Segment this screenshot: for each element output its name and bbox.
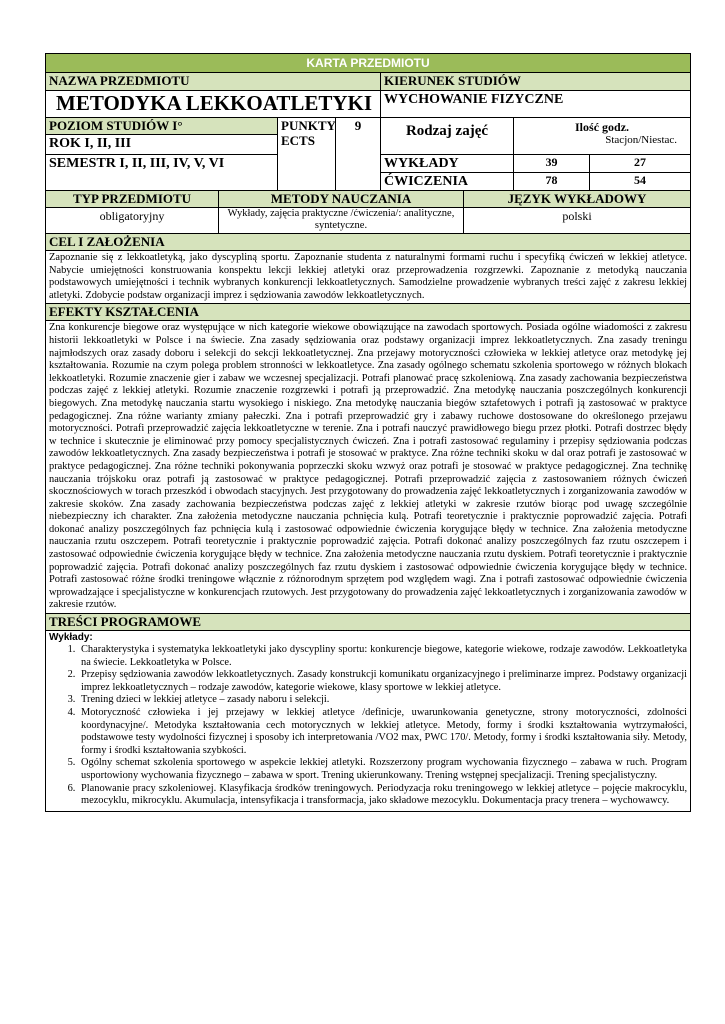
- card-banner: KARTA PRZEDMIOTU: [46, 54, 691, 73]
- study-level-label: POZIOM STUDIÓW I°: [46, 118, 278, 135]
- list-item: 3. Trening dzieci w lekkiej atletyce – zasady naboru i selekcji.: [78, 694, 687, 707]
- hours-label: Ilość godz.: [575, 120, 630, 134]
- lectures-list: [49, 644, 687, 808]
- semesters: SEMESTR I, II, III, IV, V, VI: [46, 155, 278, 191]
- subject-type: obligatoryjny: [46, 208, 219, 234]
- field-of-study: WYCHOWANIE FIZYCZNE: [381, 91, 691, 118]
- hours-sub-label: Stacjon/Niestac.: [605, 134, 678, 146]
- subject-name-label: NAZWA PRZEDMIOTU: [46, 73, 381, 91]
- teaching-methods-label: METODY NAUCZANIA: [219, 191, 464, 208]
- subject-name: METODYKA LEKKOATLETYKI: [46, 91, 381, 118]
- lectures-hours-stationary: 39: [514, 155, 590, 173]
- list-item: 6. Planowanie pracy szkoleniowej. Klasyfikacja środków treningowych. Periodyzacja roku treningowego w lekkiej atletyce – pojęcie makrocyklu, mezocyklu, mikrocyklu. Akumulacja, intensyfikacja i transformacja, jako składowe mezocyklu. Dokumentacja pracy trenera – wychowawcy.: [78, 783, 687, 808]
- ects-label: PUNKTY ECTS: [278, 118, 336, 191]
- goals-title: CEL I ZAŁOŻENIA: [46, 234, 691, 251]
- exercises-hours-stationary: 78: [514, 173, 590, 191]
- class-type-label: Rodzaj zajęć: [381, 118, 514, 155]
- subject-type-label: TYP PRZEDMIOTU: [46, 191, 219, 208]
- hours-header: [514, 118, 691, 155]
- exercises-label: ĆWICZENIA: [381, 173, 514, 191]
- study-year: ROK I, II, III: [46, 135, 278, 155]
- language-label: JĘZYK WYKŁADOWY: [464, 191, 691, 208]
- list-item: 1. Charakterystyka i systematyka lekkoatletyki jako dyscypliny sportu: konkurencje biegowe, kategorie wiekowe, rodzaje zawodów. Lekkoatletyka na świecie. Lekkoatletyka w Polsce.: [78, 644, 687, 669]
- goals-text: Zapoznanie się z lekkoatletyką, jako dyscypliną sportu. Zapoznanie studenta z naturalnymi formami ruchu i specyfiką ćwiczeń w lekkiej atletyce. Nabycie umiejętności konstruowania konspektu lekcji lekkiej atletyki oraz przeprowadzenia rozgrzewki. Zapoznanie z metodyką nauczania podstawowych umiejętności i technik wybranych konkurencji lekkoatletycznych. Samodzielne prowadzenie wybranych treści zajęć z zakresu lekkiej atletyki. Zdobycie podstaw organizacji imprez i sędziowania zawodów lekkoatletycznych.: [46, 251, 691, 304]
- program-content: [46, 631, 691, 812]
- lectures-label: WYKŁADY: [381, 155, 514, 173]
- list-item: 2. Przepisy sędziowania zawodów lekkoatletycznych. Zasady konstrukcji komunikatu organizacyjnego i preliminarze imprez. Podstawy organizacji imprez lekkoatletycznych – rodzaje zawodów, kategorie wiekowe, klasy sportowe w lekkiej atletyce.: [78, 669, 687, 694]
- list-item: 4. Motoryczność człowieka i jej przejawy w lekkiej atletyce /definicje, uwarunkowania genetyczne, strony motoryczności, zdolności koordynacyjne/. Metodyka kształtowania cech motorycznych w lekkiej atletyce. Metody, formy i środki kształtowania wytrzymałości, podstawowe testy wydolności fizycznej i sposoby ich interpretowania /VO2 max, PWC 170/. Metody, formy i środki kształtowania siły. Metody, formy i środki kształtowania szybkości.: [78, 707, 687, 757]
- learning-outcomes-text: Zna konkurencje biegowe oraz występujące w nich kategorie wiekowe obowiązujące na zawodach sportowych. Posiada ogólne wiadomości z zakresu historii lekkoatletyki w Polsce i na świecie. Zna zasady sędziowania oraz podstawy organizacji imprez lekkoatletycznych. Zna zasady treningu najmłodszych oraz zasady doboru i selekcji do sekcji lekkoatletycznej. Zna przejawy motoryczności człowieka w lekkiej atletyce oraz metodykę jej kształtowania. Rozumie na czym polega problem stronności w lekkoatletyce. Zna zasady ogólnego schematu szkolenia sportowego w różnych blokach lekkoatletyki. Rozumie znaczenie gier i zabaw we wczesnej specjalizacji. Potrafi planować pracę szkoleniową. Zna zasady zachowania bezpieczeństwa podczas zajęć z lekkiej atletyki. Rozumie znaczenie rozgrzewki i potrafi ją przeprowadzić. Zna metodykę nauczania poszczególnych konkurencji biegowych. Zna metodykę nauczania startu wysokiego i niskiego. Zna metodykę nauczania biegów sztafetowych i potrafi ją zastosować w praktyce pedagogicznej. Zna różne warianty zmiany pałeczki. Zna i potrafi przeprowadzić gry i zabawy ruchowe dostosowane do określonego przejawu motoryczności. Potrafi przeprowadzić zajęcia lekkoatletyczne w terenie. Zna i potrafi nauczyć prawidłowego biegu przez płotki. Potrafi dostrzec błędy w technice i skutecznie je eliminować przy pomocy specjalistycznych ćwiczeń. Zna i potrafi zastosować regulaminy i przepisy sędziowania podczas zawodów lekkoatletycznych. Zna zasady bezpieczeństwa i potrafi je stosować w praktyce. Zna różne techniki skoku w dal oraz potrafi je zastosować w praktyce pedagogicznej. Zna różne techniki pokonywania poprzeczki skoku wzwyż oraz potrafi je stosować w praktyce pedagogicznej. Zna technikę nauczania trójskoku oraz potrafi ją zastosować w praktyce pedagogicznej. Potrafi przeprowadzić zajęcia z zastosowaniem różnych ćwiczeń skocznościowych w torach przeszkód i obwodach stacyjnych. Jest przygotowany do prowadzenia zajęć lekkoatletycznych i zorganizowania zawodów w zakresie skoków. Zna zasady zachowania bezpieczeństwa podczas zajęć z lekkiej atletyki w zakresie rzutów biorąc pod uwagę szczególnie niebezpieczny ich charakter. Zna założenia metodyczne nauczania pchnięcia kulą. Potrafi teoretycznie i praktycznie poprowadzić zajęcia. Potrafi dokonać analizy poszczególnych faz pchnięcia kulą i zastosować odpowiednie ćwiczenia korygujące błędy w technice. Zna założenia metodyczne nauczania rzutu oszczepem. Potrafi teoretycznie i praktycznie poprowadzić zajęcia. Potrafi dokonać analizy poszczególnych faz rzutu oszczepem i zastosować odpowiednie ćwiczenia korygujące błędy w technice. Zna założenia metodyczne nauczania rzutu dyskiem. Potrafi teoretycznie i praktycznie poprowadzić zajęcia. Potrafi dokonać analizy poszczególnych faz rzutu dyskiem i zastosować odpowiednie ćwiczenia korygujące błędy w technice. Potrafi zastosować różne środki treningowe włącznie z różnorodnym sprzętem pod względem wagi. Zna i potrafi zastosować odpowiednie ćwiczenia wprowadzające i specjalistyczne w konkurencjach rzutowych. Jest przygotowany do prowadzenia zajęć lekkoatletycznych i zorganizowania zawodów w zakresie rzutów.: [46, 321, 691, 614]
- field-of-study-label: KIERUNEK STUDIÓW: [381, 73, 691, 91]
- program-content-title: TREŚCI PROGRAMOWE: [46, 614, 691, 631]
- lectures-heading: Wykłady:: [49, 632, 93, 644]
- teaching-methods: Wykłady, zajęcia praktyczne /ćwiczenia/: analityczne, syntetyczne.: [219, 208, 464, 234]
- course-card: [45, 53, 690, 812]
- exercises-hours-extramural: 54: [590, 173, 691, 191]
- ects-value: 9: [336, 118, 381, 191]
- list-item: 5. Ogólny schemat szkolenia sportowego w aspekcie lekkiej atletyki. Rozszerzony program wychowania fizycznego – zabawa w ruch. Program usportowiony wychowania fizycznego – zabawa w sport. Trening ukierunkowany. Trening wstępnej specjalizacji. Trening specjalistyczny.: [78, 757, 687, 782]
- language: polski: [464, 208, 691, 234]
- lectures-hours-extramural: 27: [590, 155, 691, 173]
- course-card-table: [45, 53, 691, 812]
- learning-outcomes-title: EFEKTY KSZTAŁCENIA: [46, 304, 691, 321]
